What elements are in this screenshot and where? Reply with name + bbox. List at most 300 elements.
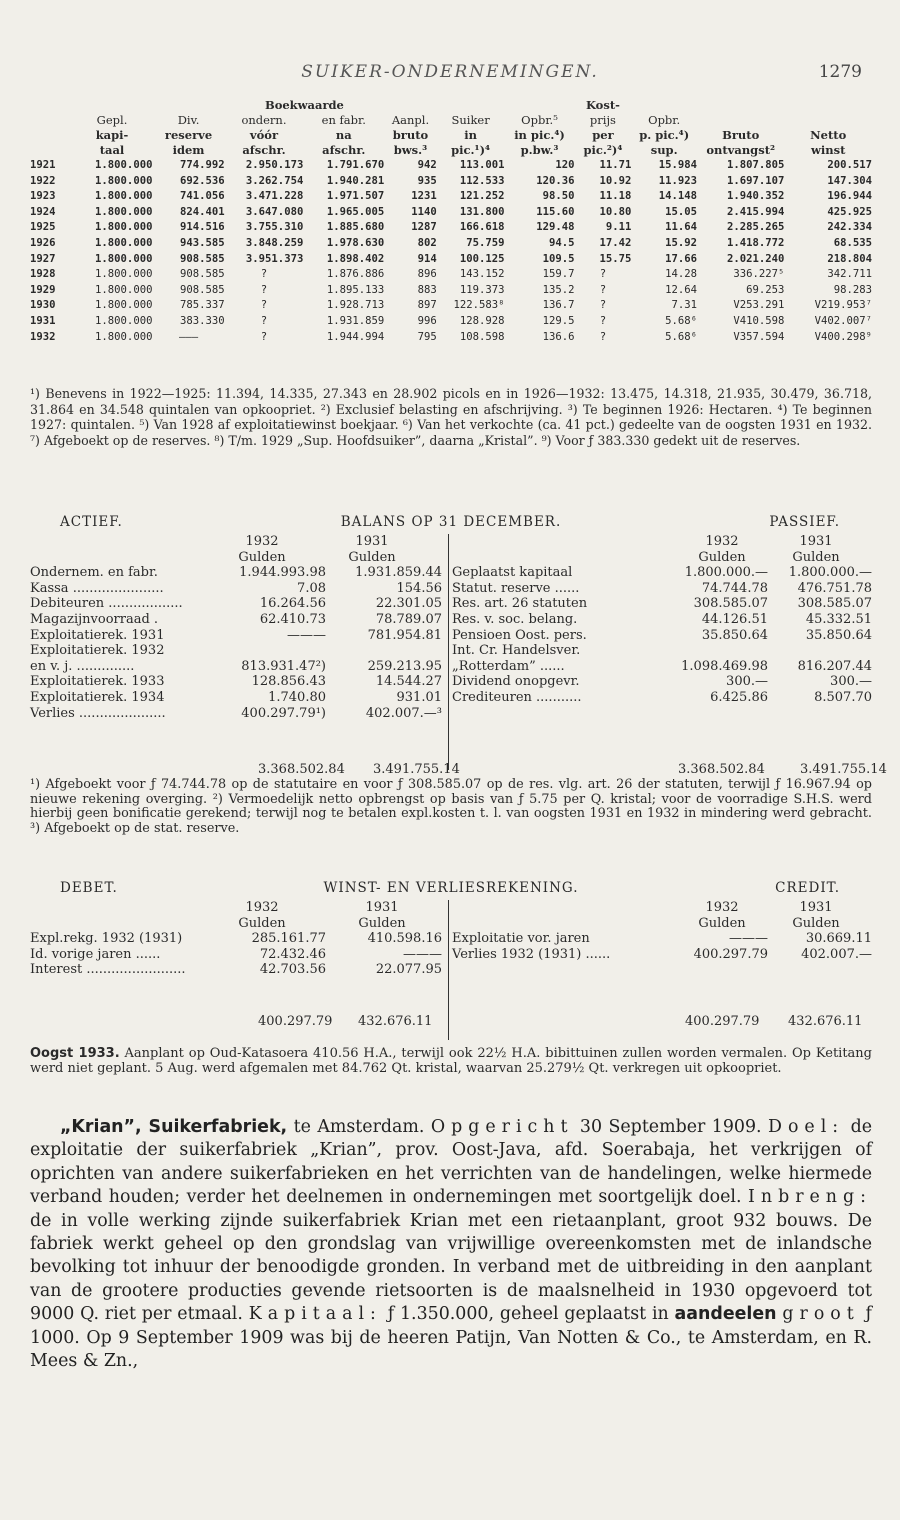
ledger-label: Kassa ......................	[30, 580, 164, 596]
table-cell: 3.951.373	[245, 252, 304, 265]
table-cell: 1.807.805	[727, 159, 785, 171]
total-value: 432.676.11	[358, 1014, 433, 1029]
year-cell: 1929	[30, 283, 56, 296]
table-row	[30, 174, 872, 190]
column-header: bws.³	[393, 143, 428, 157]
table-cell: 131.800	[459, 205, 505, 218]
table-cell: ?	[599, 268, 607, 281]
ledger-row	[30, 596, 442, 612]
table-cell: 942	[417, 159, 437, 171]
ledger-label: Debiteuren ..................	[30, 596, 183, 612]
column-header	[30, 113, 72, 128]
table-cell: ?	[599, 314, 607, 327]
column-header: Bruto	[722, 128, 760, 142]
table-cell: 1.800.000	[95, 314, 153, 327]
table-cell: 996	[417, 314, 437, 327]
column-header: pic.²)⁴	[583, 143, 623, 157]
assets-column	[30, 534, 442, 721]
year-cell: 1932	[30, 330, 56, 343]
column-header	[30, 128, 72, 143]
pl-totals	[30, 1014, 872, 1030]
table-cell: 1.931.859	[326, 314, 385, 327]
unit-header: Gulden Gulden	[238, 549, 396, 565]
year-header: 1932 1931	[705, 534, 833, 549]
ledger-label: Ondernem. en fabr.	[30, 565, 158, 581]
table-cell: 1287	[411, 221, 437, 234]
unit-header: Gulden Gulden	[698, 549, 840, 565]
table-cell: 1.800.000	[95, 174, 153, 187]
table-cell: 1.944.994	[326, 330, 385, 343]
ledger-value: 1.800.000.—	[788, 565, 872, 581]
table-cell: 1.800.000	[95, 236, 153, 249]
ledger-label: Id. vorige jaren ......	[30, 946, 161, 962]
year-cell: 1921	[30, 159, 56, 171]
ledger-value: 1.098.469.98	[681, 658, 768, 674]
ledger-value: 1.931.859.44	[355, 565, 442, 581]
ledger-value: 259.213.95	[367, 658, 442, 674]
table-cell: 1.800.000	[95, 299, 153, 312]
table-cell: 1.418.772	[727, 236, 785, 249]
ledger-value: 22.077.95	[375, 962, 442, 978]
ledger-label: Expl.rekg. 1932 (1931)	[30, 931, 183, 947]
table-cell: 200.517	[827, 159, 872, 171]
ledger-label: Verlies 1932 (1931) ......	[452, 946, 611, 962]
table-cell: 135.2	[542, 283, 575, 296]
ledger-row	[30, 706, 442, 722]
ledger-row	[30, 962, 442, 978]
table-cell: 692.536	[179, 174, 225, 187]
ledger-value: 410.598.16	[367, 931, 442, 947]
running-title: SUIKER-ONDERNEMINGEN.	[301, 62, 599, 82]
column-header: Opbr.	[648, 113, 681, 127]
column-header: vóór	[249, 128, 279, 142]
table-row	[30, 330, 872, 346]
ledger-value: ———	[729, 931, 768, 947]
ledger-label: Res. v. soc. belang.	[452, 611, 578, 627]
table-cell: 98.50	[542, 190, 575, 203]
year-cell: 1922	[30, 174, 56, 187]
table-cell: 883	[417, 283, 437, 296]
table-cell: V402.007⁷	[814, 314, 872, 327]
table-cell: 1.697.107	[727, 174, 785, 187]
table-cell: V357.594	[733, 330, 785, 343]
column-header: Div.	[177, 113, 200, 127]
table-row	[30, 158, 872, 174]
column-header: per	[592, 128, 614, 142]
ledger-label: Geplaatst kapitaal	[452, 565, 573, 581]
total-value: 3.368.502.84	[678, 762, 765, 777]
ledger-label: Exploitatierek. 1931	[30, 627, 165, 643]
table-cell: 1.978.630	[326, 236, 385, 249]
table-cell: 795	[417, 330, 437, 343]
table-cell: ?	[260, 268, 268, 281]
table-group-header	[30, 98, 872, 113]
table-cell: 119.373	[459, 283, 505, 296]
ledger-value: 781.954.81	[367, 627, 442, 643]
table-cell: 94.5	[548, 236, 575, 249]
table-cell: 1.800.000	[95, 283, 153, 296]
table-cell: V410.598	[733, 314, 785, 327]
table-cell: 785.337	[179, 299, 225, 312]
group-header-kostprijs: Kost-	[585, 98, 620, 112]
table-cell: 824.401	[179, 205, 225, 218]
table-cell: 1.940.281	[326, 174, 385, 187]
ledger-value: 128.856.43	[251, 674, 326, 690]
table-cell: 15.92	[665, 236, 697, 249]
table-cell: 10.92	[599, 174, 632, 187]
ledger-value: 308.585.07	[693, 596, 768, 612]
column-header: ondern.	[241, 113, 287, 127]
company-description: „Krian”, Suikerfabriek, te Amsterdam. Opgericht 30 September 1909. Doel: de exploitatie der suikerfabriek „Krian”, prov. Oost-Java, afd. Soerabaja, het verkrijgen of oprichten van andere suikerfabrieken en het verrichten van de handelingen, welke hiermede verband houden; verder het deelnemen in ondernemingen met soortgelijk doel. Inbreng: de in volle werking zijnde suikerfabriek Krian met een rietaanplant, groot 932 bouws. De fabriek werkt geheel op den grondslag van vrijwillige overeenkomsten met de inlandsche bevolking tot inhuur der benoodigde gronden. In verband met de uitbreiding in den aanplant van de grootere producties gevende rietsoorten is de maalsnelheid in 1930 opgevoerd tot 9000 Q. riet per etmaal. Kapitaal: ƒ 1.350.000, geheel geplaatst in aandeelen groot ƒ 1000. Op 9 September 1909 was bij de heeren Patijn, Van Notten & Co., te Amsterdam, en R. Mees & Zn.,	[30, 1117, 873, 1372]
total-value: 400.297.79	[685, 1014, 760, 1029]
ledger-value: 816.207.44	[797, 658, 872, 674]
ledger-row	[30, 931, 442, 947]
table-cell: 129.48	[536, 221, 575, 234]
ledger-value: 1.944.993.98	[239, 565, 326, 581]
table-cell: 98.283	[833, 283, 872, 296]
page-number: 1279	[818, 62, 862, 82]
ledger-value: 300.—	[830, 674, 872, 690]
ledger-row	[452, 581, 872, 597]
ledger-label: Pensioen Oost. pers.	[452, 627, 587, 643]
keyword-kapitaal: Kapitaal:	[248, 1304, 382, 1325]
keyword-inbreng: Inbreng:	[748, 1187, 872, 1208]
table-cell: 914	[417, 252, 437, 265]
table-cell: 914.516	[179, 221, 225, 234]
table-cell: 1.876.886	[326, 268, 385, 281]
column-header: Netto	[810, 128, 847, 142]
ledger-label: „Rotterdam” ......	[452, 658, 565, 674]
table-cell: 1.791.670	[326, 159, 385, 171]
company-name: „Krian”, Suikerfabriek,	[60, 1117, 288, 1137]
ledger-value: 42.703.56	[259, 962, 326, 978]
table-cell: 136.6	[542, 330, 575, 343]
table-cell: 2.021.240	[727, 252, 785, 265]
column-header: pic.¹)⁴	[451, 143, 491, 157]
table-cell: 897	[417, 299, 437, 312]
liabilities-column	[452, 534, 872, 706]
year-cell: 1924	[30, 205, 56, 218]
ledger-row	[30, 674, 442, 690]
ledger-value: 285.161.77	[251, 931, 326, 947]
table-cell: 1.965.005	[326, 205, 385, 218]
table-cell: 68.535	[833, 236, 872, 249]
harvest-text: Aanplant op Oud-Katasoera 410.56 H.A., terwijl ook 22½ H.A. bibittuinen zullen worden vermalen. Op Ketitang werd niet geplant. 5 Aug. werd afgemalen met 84.762 Qt. kristal, waarvan 25.279½ Qt. verkregen uit opkoopriet.	[30, 1046, 873, 1076]
table-cell: 802	[417, 236, 437, 249]
ledger-row	[452, 612, 872, 628]
table-cell: 9.11	[605, 221, 632, 234]
column-header: Opbr.⁵	[521, 113, 558, 127]
table-cell: 896	[417, 268, 437, 281]
table-cell: 1.800.000	[95, 252, 153, 265]
total-value: 3.491.755.14	[373, 762, 460, 777]
table-cell: ?	[260, 283, 268, 296]
table-cell: 7.31	[671, 299, 697, 312]
table-cell: 112.533	[459, 174, 505, 187]
table-cell: 17.42	[599, 236, 632, 249]
ledger-row	[452, 596, 872, 612]
keyword-aandeelen: aandeelen	[674, 1304, 777, 1325]
year-header: 1932 1931	[245, 534, 389, 549]
table-cell: 1231	[411, 190, 437, 203]
table-cell: 1.885.680	[326, 221, 385, 234]
column-header: Suiker	[451, 113, 490, 127]
table-cell: 908.585	[179, 283, 225, 296]
ledger-value: 62.410.73	[259, 611, 326, 627]
total-value: 400.297.79	[258, 1014, 333, 1029]
table-cell: 1.800.000	[95, 268, 153, 281]
table-cell: 109.5	[542, 252, 575, 265]
ledger-value: 400.297.79	[693, 946, 768, 962]
ledger-value: 22.301.05	[375, 596, 442, 612]
year-header: 1932 1931	[245, 900, 399, 915]
table-cell: 159.7	[542, 268, 575, 281]
table-cell: 15.05	[665, 205, 697, 218]
table-cell: 120	[555, 159, 575, 171]
table-cell: 935	[417, 174, 437, 187]
total-value: 3.368.502.84	[258, 762, 345, 777]
table-cell: 11.71	[599, 159, 632, 171]
table-cell: 2.415.994	[727, 205, 785, 218]
table-cell: 128.928	[459, 314, 505, 327]
footnote-text: ¹) Benevens in 1922—1925: 11.394, 14.335, 27.343 en 28.902 picols en in 1926—1932: 13.475, 14.318, 21.935, 30.479, 36.718, 31.864 en 34.548 quintalen van opkoopriet. ²) Exclusief belasting en afschrijving. ³) Te beginnen 1926: Hectaren. ⁴) Te beginnen 1927: quintalen. ⁵) Van 1928 af exploitatiewinst boekjaar. ⁶) Van het verkochte (ca. 41 pct.) gedeelte van de oogsten 1931 en 1932. ⁷) Afgeboekt op de reserves. ⁸) T/m. 1929 „Sup. Hoofdsuiker”, daarna „Kristal”. ⁹) Voor ƒ 383.330 gedekt uit de reserves.	[30, 386, 872, 448]
balance-totals	[30, 762, 887, 778]
total-value: 3.491.755.14	[800, 762, 887, 777]
balance-heading	[30, 514, 872, 534]
table-cell: ———	[178, 330, 199, 343]
table-cell: V219.953⁷	[814, 299, 872, 312]
ledger-label: Int. Cr. Handelsver.	[452, 643, 581, 659]
credit-column	[452, 900, 872, 962]
table-cell: 100.125	[459, 252, 505, 265]
balance-right-heading: PASSIEF.	[769, 514, 840, 530]
ledger-label: en v. j. ..............	[30, 658, 135, 674]
table-cell: 741.056	[179, 190, 225, 203]
footnote-text: ¹) Afgeboekt voor ƒ 74.744.78 op de statutaire en voor ƒ 308.585.07 op de res. vlg. art. 26 der statuten, terwijl ƒ 16.967.94 op nieuwe rekening overging. ²) Vermoedelijk netto opbrengst op basis van ƒ 5.75 per Q. kristal; voor de voorradige S.H.S. werd hierbij geen bonificatie gerekend; terwijl nog te betalen expl.kosten t. l. van oogsten 1931 en 1932 in mindering werd gebracht. ³) Afgeboekt op de stat. reserve.	[30, 777, 872, 836]
year-cell: 1928	[30, 268, 56, 281]
ledger-value: 813.931.47²)	[241, 658, 326, 674]
table-cell: 147.304	[827, 174, 872, 187]
year-header: 1932 1931	[705, 900, 833, 915]
ledger-row	[30, 612, 442, 628]
table-cell: 15.75	[599, 252, 632, 265]
year-cell: 1926	[30, 236, 56, 249]
year-cell: 1927	[30, 252, 56, 265]
table-cell: 11.18	[599, 190, 632, 203]
ledger-value: 35.850.64	[805, 627, 872, 643]
statistics-footnotes	[30, 386, 872, 448]
table-header-row	[30, 113, 872, 128]
ledger-row	[452, 674, 872, 690]
table-cell: 242.334	[827, 221, 872, 234]
ledger-label: Magazijnvoorraad .	[30, 611, 159, 627]
ledger-value: 476.751.78	[797, 580, 872, 596]
keyword-groot: groot	[782, 1304, 860, 1325]
ledger-row	[452, 947, 872, 963]
column-header: kapi-	[95, 128, 129, 142]
table-cell: 17.66	[665, 252, 697, 265]
table-cell: 115.60	[536, 205, 575, 218]
column-header	[697, 113, 784, 128]
ledger-row	[30, 565, 442, 581]
ledger-value: 7.08	[297, 580, 326, 596]
statistics-table	[30, 98, 872, 345]
table-row	[30, 252, 872, 268]
table-cell: 1.800.000	[95, 205, 153, 218]
ledger-row	[452, 659, 872, 675]
table-cell: 14.28	[665, 268, 697, 281]
year-cell: 1923	[30, 190, 56, 203]
ledger-row	[452, 931, 872, 947]
column-header: ontvangst²	[706, 143, 776, 157]
table-cell: 11.923	[658, 174, 697, 187]
ledger-value: 8.507.70	[814, 689, 872, 705]
table-cell: 3.262.754	[245, 174, 304, 187]
column-header: winst	[811, 143, 846, 157]
balance-sheet	[30, 514, 887, 784]
table-cell: 1.895.133	[326, 283, 385, 296]
table-cell: 1.928.713	[326, 299, 385, 312]
keyword-doel: Doel:	[768, 1117, 845, 1137]
table-cell: 5.68⁶	[665, 330, 697, 343]
table-cell: 136.7	[542, 299, 575, 312]
table-cell: ?	[260, 314, 268, 327]
ledger-value: 14.544.27	[375, 674, 442, 690]
ledger-value: 300.—	[726, 674, 768, 690]
table-header-row	[30, 128, 872, 143]
table-cell: 425.925	[827, 205, 872, 218]
table-row	[30, 205, 872, 221]
ledger-value: 45.332.51	[805, 611, 872, 627]
ledger-row	[30, 690, 442, 706]
table-cell: 75.759	[466, 236, 505, 249]
ledger-value: 16.264.56	[259, 596, 326, 612]
year-cell: 1930	[30, 299, 56, 312]
column-header: Gepl.	[96, 113, 128, 127]
ledger-value: 35.850.64	[701, 627, 768, 643]
table-cell: 113.001	[459, 159, 505, 171]
column-header	[784, 113, 872, 128]
column-header: afschr.	[322, 143, 366, 157]
table-cell: 1.971.507	[326, 190, 385, 203]
table-cell: 69.253	[746, 283, 785, 296]
table-cell: 12.64	[665, 283, 697, 296]
ledger-value: 1.740.80	[268, 689, 326, 705]
column-header: in	[464, 128, 477, 142]
ledger-value: 154.56	[396, 580, 442, 596]
ledger-value: 402.007.—	[801, 946, 872, 962]
group-header-boekwaarde: Boekwaarde	[264, 98, 344, 112]
table-cell: 1.800.000	[95, 159, 153, 171]
ledger-value: 6.425.86	[710, 689, 768, 705]
pl-right-heading: CREDIT.	[775, 880, 840, 896]
table-header-row	[30, 143, 872, 158]
column-header: Aanpl.	[391, 113, 430, 127]
column-header: p.bw.³	[520, 143, 559, 157]
table-cell: 166.618	[459, 221, 505, 234]
table-cell: 1.940.352	[727, 190, 785, 203]
table-cell: 3.848.259	[245, 236, 304, 249]
ledger-value: 400.297.79¹)	[241, 705, 326, 721]
ledger-row	[452, 628, 872, 644]
table-cell: ?	[260, 330, 268, 343]
ledger-label: Exploitatierek. 1934	[30, 689, 165, 705]
table-cell: 143.152	[459, 268, 505, 281]
ledger-label: Exploitatie vor. jaren	[452, 931, 590, 947]
ledger-label: Exploitatierek. 1932	[30, 643, 165, 659]
ledger-label: Dividend onopgevr.	[452, 674, 580, 690]
balance-footnotes	[30, 778, 872, 836]
ledger-value: 931.01	[396, 689, 442, 705]
table-cell: 10.80	[599, 205, 632, 218]
table-cell: 774.992	[179, 159, 225, 171]
table-cell: 1.800.000	[95, 330, 153, 343]
ledger-row	[30, 628, 442, 644]
table-cell: 196.944	[827, 190, 872, 203]
page-header	[0, 62, 900, 86]
ledger-label: Statut. reserve ......	[452, 580, 580, 596]
ledger-value: 308.585.07	[797, 596, 872, 612]
column-header: taal	[99, 143, 125, 157]
table-cell: 1.800.000	[95, 190, 153, 203]
unit-header: Gulden Gulden	[238, 915, 406, 931]
table-cell: 1140	[411, 205, 437, 218]
column-divider	[448, 534, 449, 770]
ledger-value: 402.007.—³	[365, 705, 442, 721]
table-row	[30, 283, 872, 299]
unit-header: Gulden Gulden	[698, 915, 840, 931]
table-cell: 2.285.265	[727, 221, 785, 234]
debit-column	[30, 900, 442, 978]
column-header: sup.	[650, 143, 678, 157]
table-cell: 122.583⁸	[453, 299, 505, 312]
table-row	[30, 267, 872, 283]
ledger-label: Interest ........................	[30, 962, 186, 978]
ledger-row	[452, 643, 872, 659]
table-cell: 15.984	[658, 159, 697, 171]
column-header: en fabr.	[321, 113, 366, 127]
ledger-label: Exploitatierek. 1933	[30, 674, 165, 690]
ledger-label: Res. art. 26 statuten	[452, 596, 588, 612]
ledger-row	[30, 643, 442, 659]
table-cell: 3.471.228	[245, 190, 304, 203]
table-cell: 11.64	[665, 221, 697, 234]
table-row	[30, 298, 872, 314]
ledger-row	[30, 581, 442, 597]
table-cell: 1.800.000	[95, 221, 153, 234]
table-cell: ?	[599, 299, 607, 312]
balance-title: BALANS OP 31 DECEMBER.	[340, 514, 562, 530]
table-cell: ?	[260, 299, 268, 312]
table-cell: 129.5	[542, 314, 575, 327]
column-header	[30, 143, 72, 158]
table-cell: 908.585	[179, 252, 225, 265]
year-cell: 1931	[30, 314, 56, 327]
column-header: bruto	[392, 128, 429, 142]
table-cell: 943.585	[179, 236, 225, 249]
table-cell: 336.227⁵	[733, 268, 785, 281]
ledger-row	[452, 690, 872, 706]
profit-loss-account	[30, 880, 872, 1030]
harvest-note	[30, 1046, 872, 1076]
year-cell: 1925	[30, 221, 56, 234]
ledger-value: ———	[287, 627, 326, 643]
ledger-row	[30, 659, 442, 675]
table-cell: 108.598	[459, 330, 505, 343]
ledger-label: Verlies .....................	[30, 705, 166, 721]
table-cell: V400.298⁹	[814, 330, 872, 343]
pl-title: WINST- EN VERLIESREKENING.	[323, 880, 579, 896]
